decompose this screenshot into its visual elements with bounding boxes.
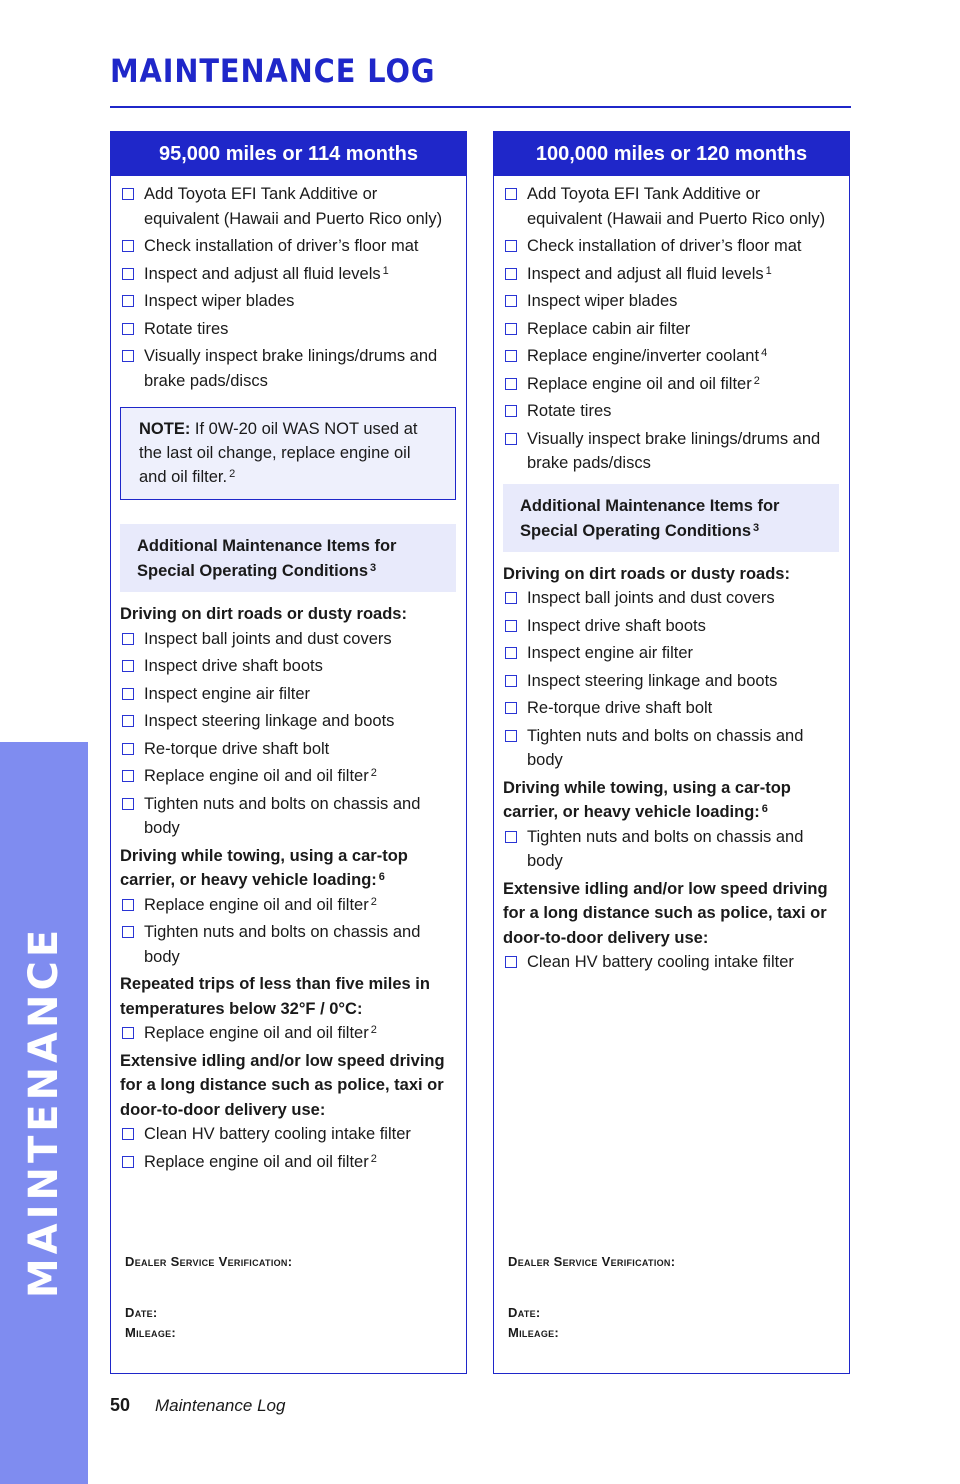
checkbox[interactable] [505, 620, 517, 632]
checklist-item [120, 182, 456, 231]
checklist-item [503, 289, 839, 314]
checklist-item-text: Visually inspect brake linings/drums and brake pads/discs [527, 429, 821, 472]
checkbox[interactable] [122, 188, 134, 200]
checkbox[interactable] [122, 1128, 134, 1140]
footnote-ref: 2 [370, 767, 377, 779]
condition-heading-text: Driving on dirt roads or dusty roads: [120, 605, 407, 623]
checklist-item [503, 586, 839, 611]
checkbox[interactable] [122, 798, 134, 810]
card-header: 95,000 miles or 114 months [111, 132, 466, 176]
checklist-item-text: Inspect and adjust all fluid levels [144, 264, 381, 283]
checklist-item-text: Rotate tires [527, 402, 612, 420]
page-number: 50 [110, 1395, 131, 1415]
checkbox[interactable] [122, 899, 134, 911]
checklist-item [120, 627, 456, 652]
card-header: 100,000 miles or 120 months [494, 132, 849, 176]
checkbox[interactable] [505, 433, 517, 445]
checklist-item-text: Rotate tires [144, 319, 229, 338]
condition-heading-text: Extensive idling and/or low speed driving for a long distance such as police, taxi or door-to-door delivery use: [120, 1051, 445, 1119]
checklist-item-text: Inspect ball joints and dust covers [144, 629, 392, 648]
footnote-ref: 2 [370, 895, 377, 908]
checkbox[interactable] [505, 647, 517, 659]
checkbox[interactable] [122, 323, 134, 335]
footnote-ref: 2 [753, 374, 760, 387]
checklist-item [120, 920, 456, 969]
additional-maintenance-heading [120, 524, 456, 592]
checklist-item [120, 1122, 456, 1147]
checkbox[interactable] [122, 688, 134, 700]
additional-maintenance-text: Additional Maintenance Items for Special Operating Conditions [137, 537, 397, 580]
checklist-item-text: Replace engine oil and oil filter [144, 767, 369, 785]
card-body [494, 176, 849, 975]
checklist-item [120, 682, 456, 707]
condition-heading [120, 972, 456, 1021]
footnote-ref: 2 [229, 468, 236, 480]
checklist-item-text: Tighten nuts and bolts on chassis and body [527, 827, 804, 870]
checklist-item-text: Inspect engine air filter [527, 644, 694, 662]
checklist-item-text: Check installation of driver’s floor mat [144, 237, 419, 255]
checkbox[interactable] [505, 295, 517, 307]
dealer-verification-label: Dealer Service Verification: [125, 1254, 293, 1269]
checklist-item [120, 893, 456, 918]
checklist-item [120, 737, 456, 762]
checklist-item [503, 427, 839, 476]
checklist-item [503, 724, 839, 773]
checklist-item-text: Inspect steering linkage and boots [144, 712, 395, 730]
checklist-item-text: Inspect and adjust all fluid levels [527, 264, 764, 283]
checkbox[interactable] [122, 1027, 134, 1039]
checklist-item-text: Inspect wiper blades [144, 292, 295, 310]
checkbox[interactable] [505, 831, 517, 843]
checklist-item [503, 344, 839, 369]
checklist-item [503, 182, 839, 231]
footnote-ref: 6 [761, 803, 768, 815]
checklist-item [503, 825, 839, 874]
footnote-ref: 6 [378, 871, 385, 883]
checkbox[interactable] [505, 702, 517, 714]
checkbox[interactable] [122, 926, 134, 938]
checklist-item [503, 669, 839, 694]
checklist-item-text: Add Toyota EFI Tank Additive or equivalent (Hawaii and Puerto Rico only) [527, 185, 826, 228]
note-label: NOTE: [139, 420, 191, 438]
condition-heading [503, 562, 839, 587]
condition-heading-text: Repeated trips of less than five miles in temperatures below 32°F / 0°C: [120, 975, 430, 1018]
condition-heading-text: Driving while towing, using a car-top carrier, or heavy vehicle loading: [120, 846, 408, 889]
checkbox[interactable] [505, 378, 517, 390]
checklist-item-text: Replace cabin air filter [527, 319, 691, 338]
condition-heading [120, 844, 456, 893]
checklist-item [503, 262, 839, 287]
note-text: If 0W-20 oil WAS NOT used at the last oil change, replace engine oil and oil filter. [139, 420, 418, 486]
footnote-ref: 4 [761, 347, 768, 359]
checklist-item-text: Tighten nuts and bolts on chassis and body [144, 923, 421, 966]
footnote-ref: 3 [370, 562, 377, 574]
mileage-label: Mileage: [508, 1325, 560, 1340]
additional-maintenance-text: Additional Maintenance Items for Special Operating Conditions [520, 496, 780, 540]
checklist-item [120, 1150, 456, 1175]
checklist-item-text: Replace engine oil and oil filter [144, 1024, 369, 1042]
checklist-item-text: Inspect wiper blades [527, 292, 678, 310]
checkbox[interactable] [122, 633, 134, 645]
checklist-item [503, 696, 839, 721]
checkbox[interactable] [505, 188, 517, 200]
checkbox[interactable] [505, 956, 517, 968]
additional-maintenance-heading [503, 484, 839, 552]
footnote-ref: 3 [753, 521, 760, 534]
footer-section-label: Maintenance Log [155, 1396, 286, 1415]
service-card-100000 [493, 131, 850, 1374]
checkbox[interactable] [122, 268, 134, 280]
checklist-item-text: Replace engine oil and oil filter [144, 1152, 369, 1171]
checklist-item [120, 654, 456, 679]
dealer-verification-label: Dealer Service Verification: [508, 1254, 676, 1269]
checklist-item-text: Visually inspect brake linings/drums and brake pads/discs [144, 347, 438, 390]
checklist-item-text: Replace engine/inverter coolant [527, 347, 760, 365]
checklist-item-text: Replace engine oil and oil filter [527, 374, 752, 393]
checklist-item-text: Tighten nuts and bolts on chassis and body [527, 726, 804, 769]
checkbox[interactable] [122, 743, 134, 755]
condition-heading [503, 776, 839, 825]
checklist-item-text: Replace engine oil and oil filter [144, 895, 369, 914]
checklist-item-text: Add Toyota EFI Tank Additive or equivalent (Hawaii and Puerto Rico only) [144, 185, 443, 228]
checklist-item-text: Tighten nuts and bolts on chassis and body [144, 794, 421, 837]
checklist-item [503, 399, 839, 424]
checkbox[interactable] [122, 715, 134, 727]
checklist-item-text: Inspect ball joints and dust covers [527, 589, 775, 607]
checklist-item [503, 614, 839, 639]
page-title: MAINTENANCE LOG [110, 52, 436, 90]
condition-heading-text: Driving while towing, using a car-top carrier, or heavy vehicle loading: [503, 778, 791, 821]
checkbox[interactable] [122, 770, 134, 782]
checklist-item [120, 262, 456, 287]
checklist-item [120, 792, 456, 841]
service-card-95000 [110, 131, 467, 1374]
footnote-ref: 2 [370, 1024, 377, 1036]
checklist-item-text: Check installation of driver’s floor mat [527, 237, 802, 255]
checklist-item-text: Clean HV battery cooling intake filter [527, 953, 794, 971]
checkbox[interactable] [505, 240, 517, 252]
condition-heading [120, 602, 456, 627]
checklist-item [120, 344, 456, 393]
checkbox[interactable] [122, 350, 134, 362]
footnote-ref: 2 [370, 1152, 377, 1165]
checkbox[interactable] [505, 405, 517, 417]
checklist-item [503, 950, 839, 975]
card-body [111, 176, 466, 1174]
checklist-item [120, 317, 456, 342]
checkbox[interactable] [505, 730, 517, 742]
checkbox[interactable] [122, 660, 134, 672]
checkbox[interactable] [505, 350, 517, 362]
checklist-item-text: Inspect engine air filter [144, 684, 311, 703]
condition-heading-text: Extensive idling and/or low speed driving for a long distance such as police, taxi or door-to-door delivery use: [503, 879, 828, 947]
footnote-ref: 1 [382, 264, 389, 277]
footnote-ref: 1 [765, 264, 772, 277]
condition-heading [503, 877, 839, 951]
checklist-item [120, 289, 456, 314]
date-label: Date: [125, 1305, 158, 1320]
checkbox[interactable] [505, 323, 517, 335]
condition-heading [120, 1049, 456, 1123]
checkbox[interactable] [505, 268, 517, 280]
checklist-item-text: Clean HV battery cooling intake filter [144, 1125, 411, 1143]
date-label: Date: [508, 1305, 541, 1320]
checkbox[interactable] [122, 240, 134, 252]
condition-heading-text: Driving on dirt roads or dusty roads: [503, 564, 790, 583]
checklist-item [503, 372, 839, 397]
checklist-item [120, 709, 456, 734]
checklist-item-text: Inspect drive shaft boots [527, 616, 706, 635]
note-box [120, 407, 456, 500]
checklist-item-text: Re-torque drive shaft bolt [527, 699, 713, 717]
checkbox[interactable] [122, 295, 134, 307]
checkbox[interactable] [505, 675, 517, 687]
section-side-label: MAINTENANCE [21, 925, 67, 1299]
checklist-item [120, 764, 456, 789]
checklist-item-text: Inspect steering linkage and boots [527, 671, 778, 690]
checklist-item [503, 641, 839, 666]
checklist-item [120, 1021, 456, 1046]
checkbox[interactable] [505, 592, 517, 604]
checklist-item [503, 317, 839, 342]
checkbox[interactable] [122, 1156, 134, 1168]
mileage-label: Mileage: [125, 1325, 177, 1340]
title-divider [110, 106, 851, 108]
checklist-item-text: Re-torque drive shaft bolt [144, 739, 330, 758]
checklist-item [503, 234, 839, 259]
checklist-item [120, 234, 456, 259]
checklist-item-text: Inspect drive shaft boots [144, 657, 323, 675]
